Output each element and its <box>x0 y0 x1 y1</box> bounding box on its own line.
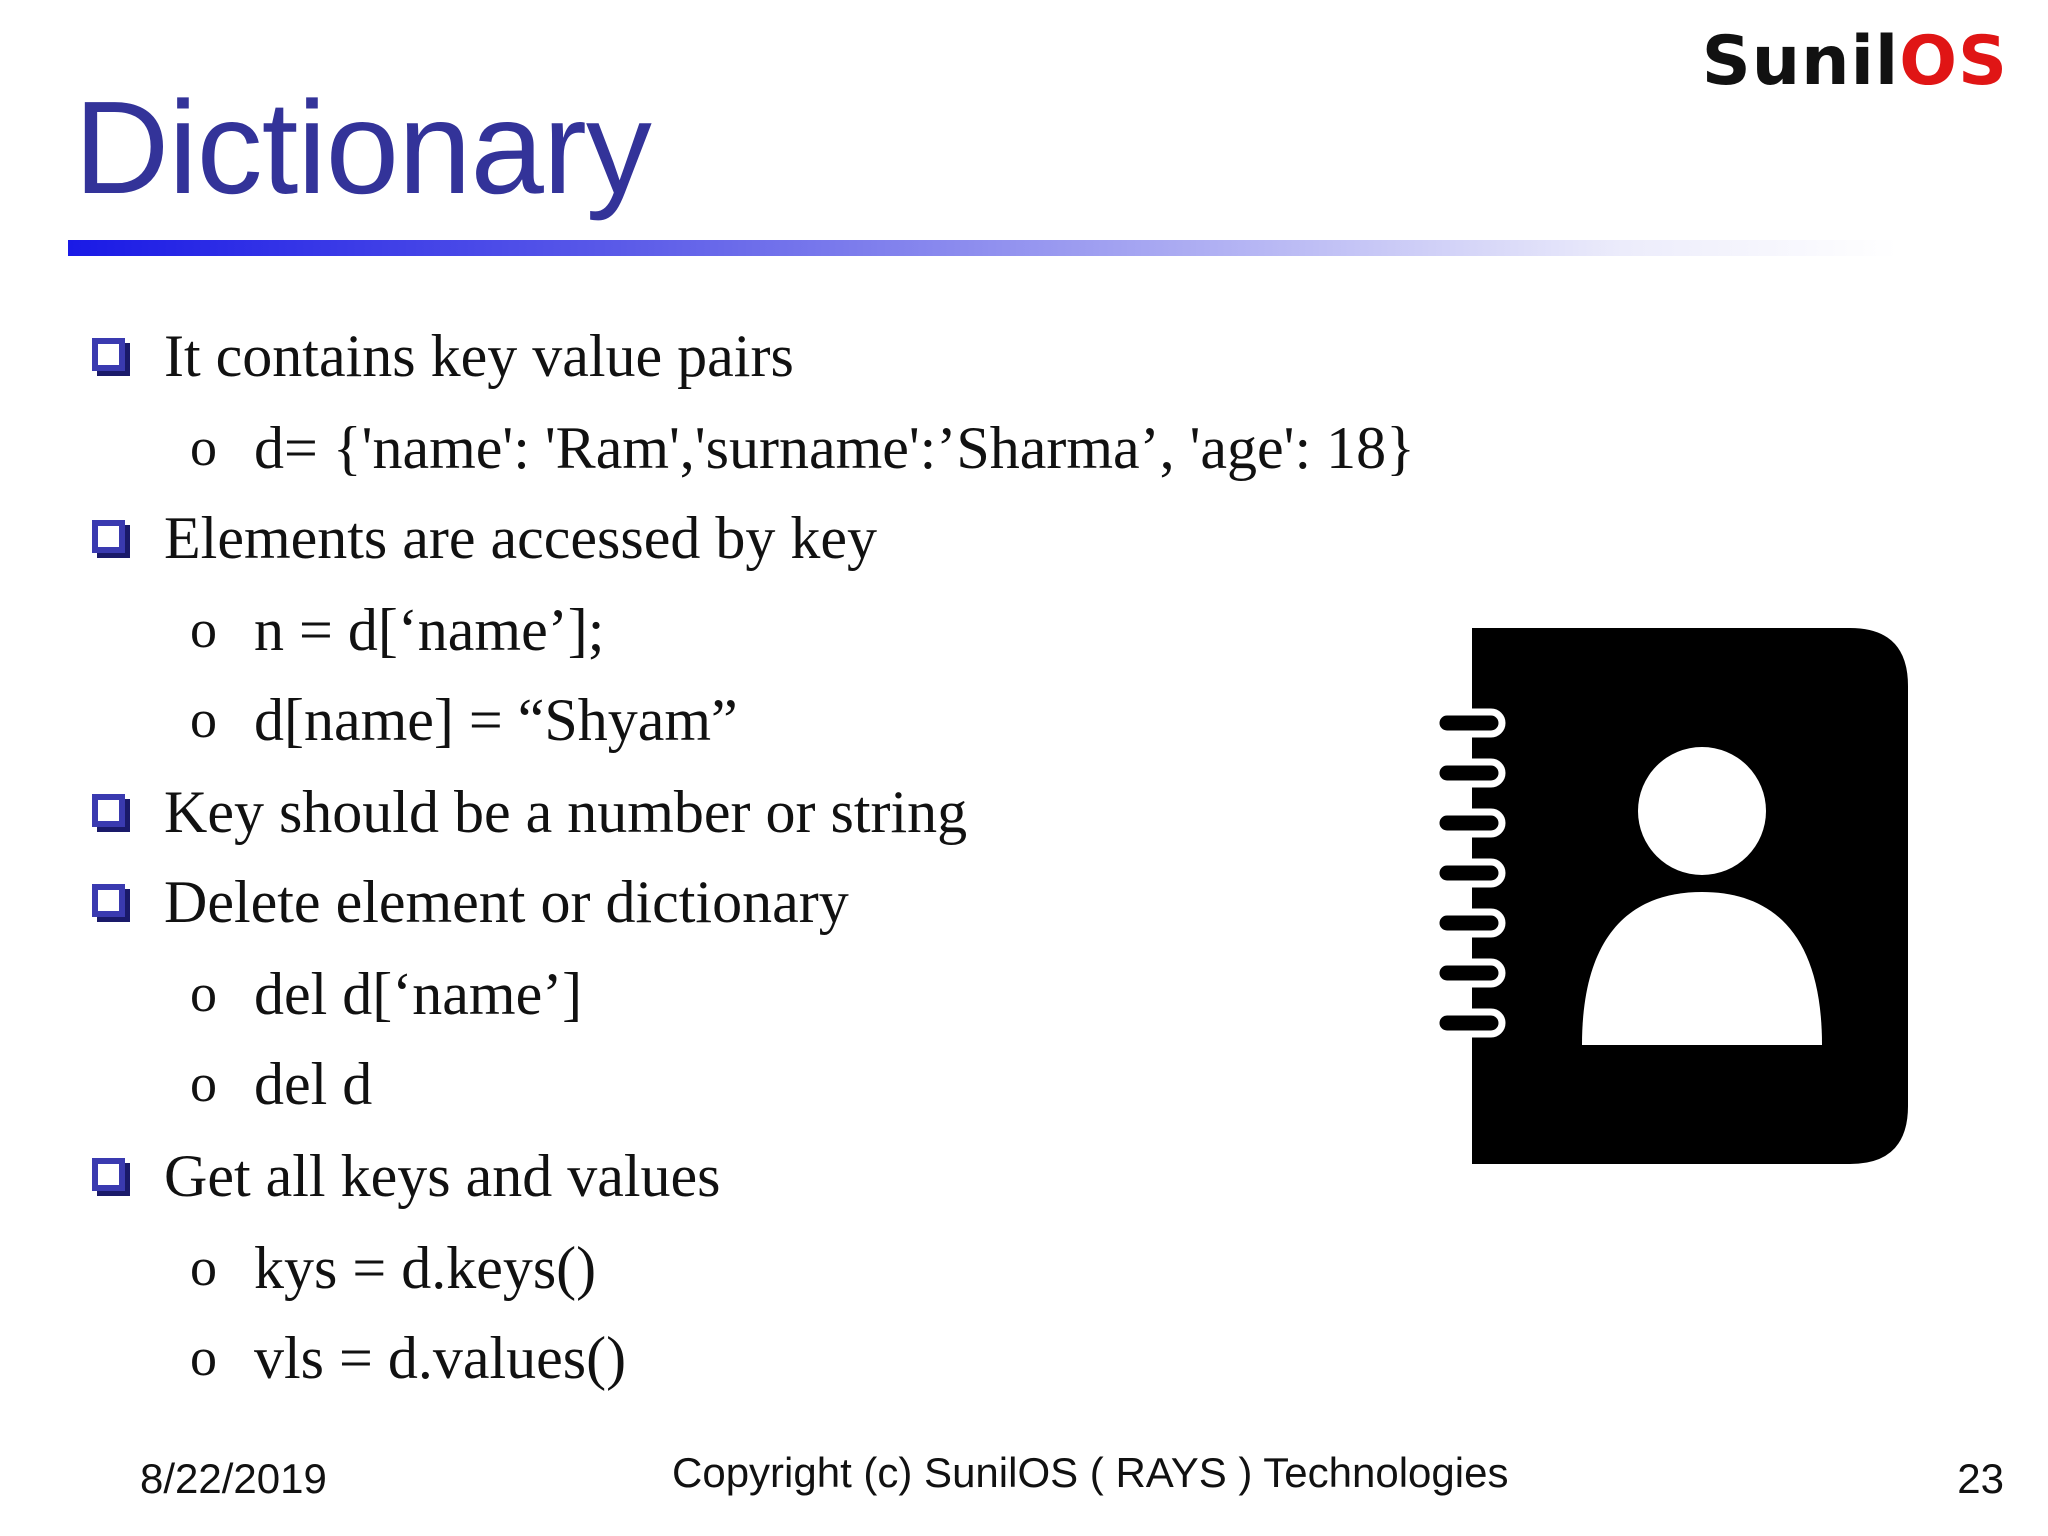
sub-bullet-marker: o <box>190 599 217 659</box>
slide-title: Dictionary <box>74 74 651 221</box>
bullet-text: vls = d.values() <box>254 1325 627 1391</box>
bullet-text: kys = d.keys() <box>254 1235 597 1301</box>
square-bullet-icon <box>92 794 125 827</box>
square-bullet-icon <box>92 884 125 917</box>
bullet-text: It contains key value pairs <box>164 323 794 389</box>
sub-bullet-marker: o <box>190 689 217 749</box>
square-bullet-icon <box>92 520 125 553</box>
sub-bullet-marker: o <box>190 1053 217 1113</box>
logo-text-os: OS <box>1899 22 2008 101</box>
footer-date: 8/22/2019 <box>140 1455 327 1502</box>
bullet-text: del d <box>254 1051 373 1117</box>
bullet-text: Elements are accessed by key <box>164 505 877 571</box>
bullet-text: n = d[‘name’]; <box>254 597 605 663</box>
address-book-icon <box>1430 620 1940 1180</box>
bullet-text: Delete element or dictionary <box>164 869 849 935</box>
sub-bullet-marker: o <box>190 417 217 477</box>
square-bullet-icon <box>92 338 125 371</box>
footer-page-number: 23 <box>1957 1455 2004 1502</box>
footer-copyright: Copyright (c) SunilOS ( RAYS ) Technologies <box>672 1449 1509 1496</box>
bullet-text: d= {'name': 'Ram','surname':’Sharma’, 'age': 18} <box>254 415 1415 481</box>
logo-text-sunil: Sunil <box>1701 22 1900 101</box>
bullet-text: Get all keys and values <box>164 1143 721 1209</box>
bullet-text: Key should be a number or string <box>164 779 968 845</box>
sunilos-logo <box>1701 22 2008 101</box>
bullet-text: d[name] = “Shyam” <box>254 687 738 753</box>
sub-bullet-marker: o <box>190 963 217 1023</box>
square-bullet-icon <box>92 1158 125 1191</box>
bullet-text: del d[‘name’] <box>254 961 583 1027</box>
sub-bullet-marker: o <box>190 1237 217 1297</box>
sub-bullet-marker: o <box>190 1327 217 1387</box>
